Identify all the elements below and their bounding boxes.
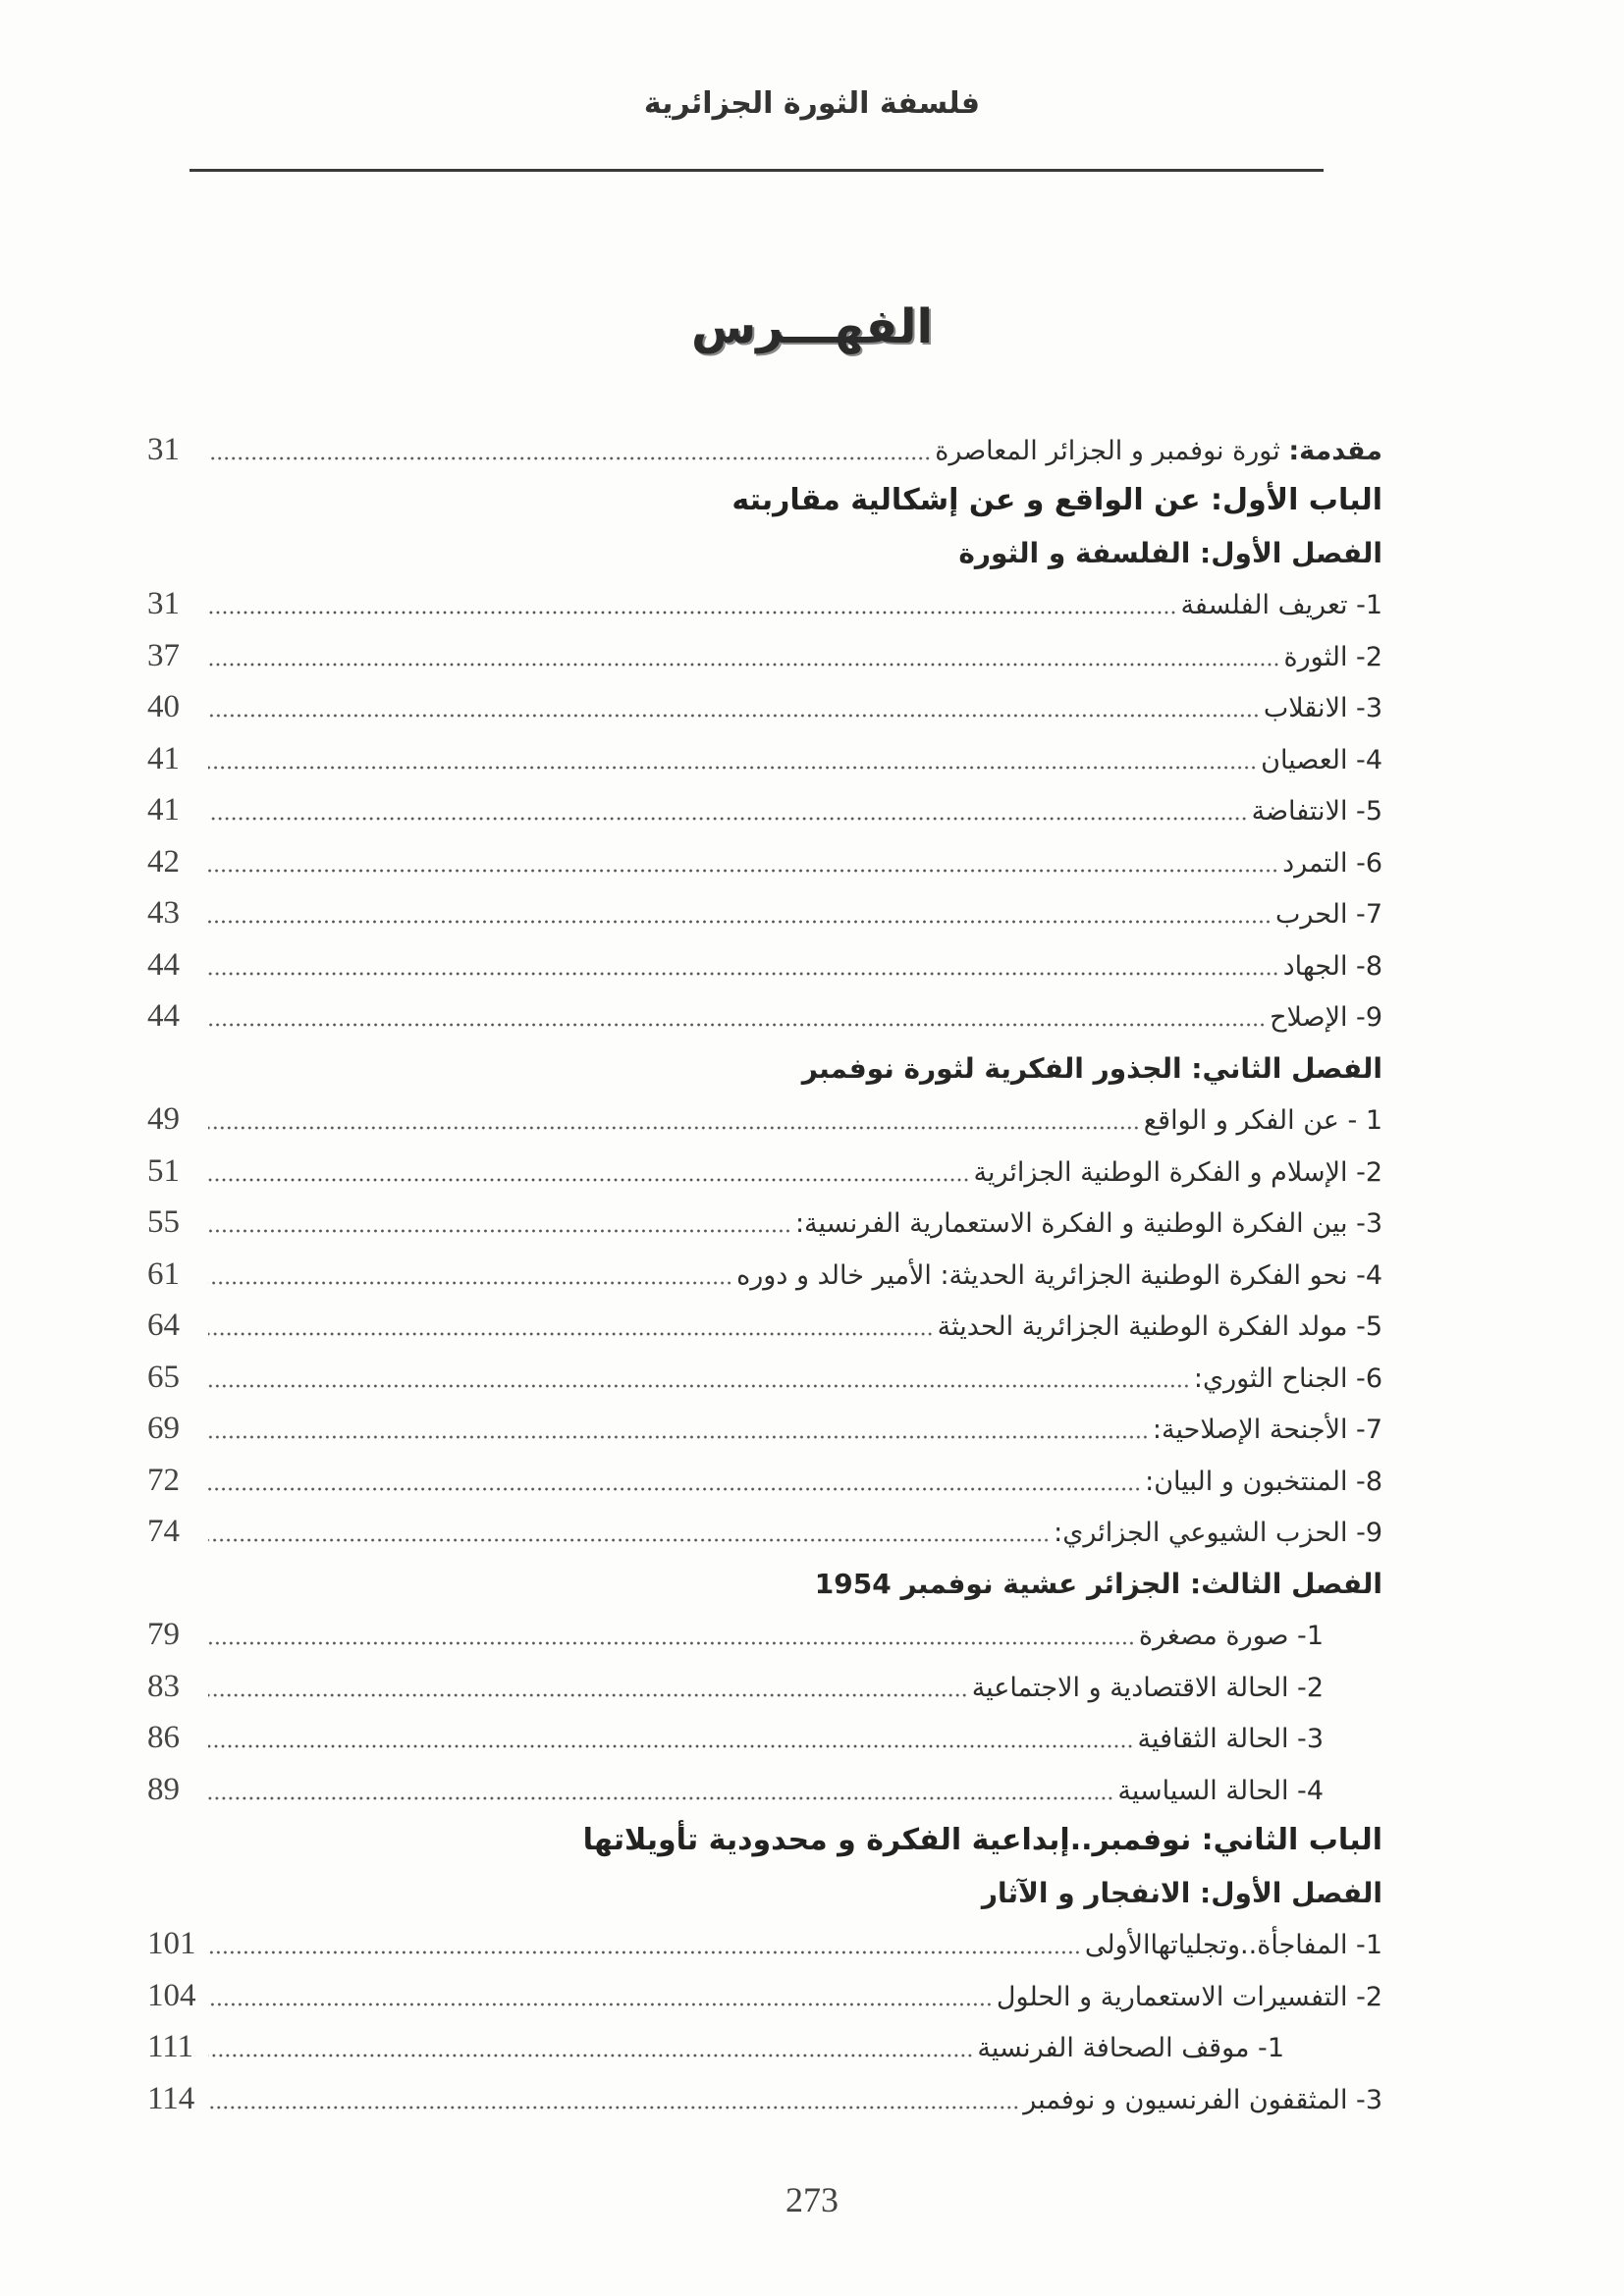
part-title: الباب الأول: عن الواقع و عن إشكالية مقاربته bbox=[731, 483, 1382, 517]
toc-chapter-heading[interactable] bbox=[147, 1865, 1382, 1917]
dot-leader bbox=[208, 2054, 973, 2057]
toc-entry[interactable] bbox=[147, 680, 1382, 732]
toc-entry-label: 2- التفسيرات الاستعمارية و الحلول bbox=[996, 1981, 1382, 2012]
toc-entry[interactable] bbox=[147, 1196, 1382, 1248]
toc-entry[interactable] bbox=[147, 2020, 1382, 2072]
dot-leader bbox=[208, 920, 1272, 924]
toc-entry-label bbox=[935, 435, 1382, 474]
dot-leader bbox=[208, 869, 1278, 873]
dot-leader bbox=[208, 2002, 993, 2006]
toc-entry[interactable] bbox=[147, 1402, 1382, 1454]
toc-page-number: 37 bbox=[147, 637, 180, 673]
intro-text: ثورة نوفمبر و الجزائر المعاصرة bbox=[935, 435, 1289, 466]
toc-entry-label: 6- التمرد bbox=[1282, 847, 1382, 879]
toc-entry[interactable] bbox=[147, 783, 1382, 835]
chapter-title: الفصل الثالث: الجزائر عشية نوفمبر 1954 bbox=[814, 1567, 1382, 1600]
dot-leader bbox=[208, 766, 1257, 770]
intro-prefix: مقدمة: bbox=[1288, 435, 1382, 466]
toc-entry-label: 4- الحالة السياسية bbox=[1117, 1775, 1324, 1806]
toc-entry[interactable] bbox=[147, 1711, 1382, 1763]
toc-page-number: 83 bbox=[147, 1668, 180, 1704]
running-header-title: فلسفة الثورة الجزائرية bbox=[643, 86, 981, 121]
toc-entry[interactable] bbox=[147, 1453, 1382, 1505]
toc-page-number: 89 bbox=[147, 1771, 180, 1807]
dot-leader bbox=[208, 972, 1279, 976]
toc-entry-label: 1- صورة مصغرة bbox=[1138, 1621, 1324, 1651]
toc-entry-label: 1- المفاجأة..وتجلياتهاالأولى bbox=[1084, 1930, 1382, 1960]
toc-part-heading[interactable] bbox=[147, 1814, 1382, 1866]
toc-page-number: 64 bbox=[147, 1308, 180, 1343]
toc-entry-label: 6- الجناح الثوري: bbox=[1193, 1362, 1382, 1394]
toc-entry-label: 3- المثقفون الفرنسيون و نوفمبر bbox=[1023, 2084, 1382, 2115]
table-of-contents bbox=[147, 422, 1382, 2123]
dot-leader bbox=[208, 1796, 1113, 1800]
toc-entry-label: 1- موقف الصحافة الفرنسية bbox=[977, 2033, 1284, 2063]
dot-leader bbox=[208, 1435, 1149, 1439]
toc-entry-label: 2- الثورة bbox=[1283, 641, 1382, 672]
toc-entry[interactable] bbox=[147, 1968, 1382, 2020]
toc-entry-label: 4- نحو الفكرة الوطنية الجزائرية الحديثة: الأمير خالد و دوره bbox=[736, 1259, 1382, 1291]
toc-entry[interactable] bbox=[147, 628, 1382, 680]
toc-entry[interactable] bbox=[147, 1350, 1382, 1402]
toc-entry[interactable] bbox=[147, 834, 1382, 886]
toc-page-number: 79 bbox=[147, 1617, 180, 1652]
toc-entry-label: 8- الجهاد bbox=[1282, 950, 1382, 982]
toc-entry[interactable] bbox=[147, 1505, 1382, 1557]
toc-chapter-heading[interactable] bbox=[147, 525, 1382, 577]
toc-entry[interactable] bbox=[147, 1917, 1382, 1969]
chapter-title: الفصل الأول: الفلسفة و الثورة bbox=[958, 536, 1382, 569]
toc-entry-label: 5- الانتفاضة bbox=[1251, 796, 1382, 827]
page-number: 273 bbox=[785, 2180, 839, 2219]
toc-page-number: 49 bbox=[147, 1101, 180, 1137]
toc-page-number: 69 bbox=[147, 1411, 180, 1446]
toc-page-number: 65 bbox=[147, 1359, 180, 1395]
dot-leader bbox=[208, 1693, 968, 1697]
dot-leader bbox=[208, 611, 1176, 614]
toc-entry[interactable] bbox=[147, 2071, 1382, 2123]
toc-page-number: 31 bbox=[147, 431, 180, 467]
toc-entry-label: 9- الإصلاح bbox=[1270, 1002, 1382, 1033]
toc-entry-label: 8- المنتخبون و البيان: bbox=[1145, 1466, 1382, 1497]
chapter-title: الفصل الأول: الانفجار و الآثار bbox=[981, 1876, 1382, 1909]
index-title: الفهـــرس bbox=[690, 299, 934, 354]
part-title: الباب الثاني: نوفمبر..إبداعية الفكرة و محدودية تأويلاتها bbox=[582, 1823, 1382, 1857]
toc-page-number: 55 bbox=[147, 1204, 180, 1240]
toc-page-number: 41 bbox=[147, 740, 180, 776]
toc-entry-label: 7- الحرب bbox=[1275, 899, 1382, 930]
dot-leader bbox=[208, 1384, 1190, 1388]
toc-page-number: 104 bbox=[147, 1977, 196, 2013]
toc-chapter-heading[interactable] bbox=[147, 1556, 1382, 1608]
dot-leader bbox=[208, 1538, 1050, 1542]
toc-entry[interactable] bbox=[147, 731, 1382, 783]
toc-entry-label: 1- تعريف الفلسفة bbox=[1180, 590, 1382, 620]
toc-entry-label: 7- الأجنحة الإصلاحية: bbox=[1152, 1415, 1382, 1445]
toc-part-heading[interactable] bbox=[147, 474, 1382, 526]
toc-page-number: 41 bbox=[147, 792, 180, 828]
toc-page-number: 51 bbox=[147, 1152, 180, 1189]
toc-entry[interactable] bbox=[147, 1762, 1382, 1814]
toc-entry[interactable] bbox=[147, 577, 1382, 629]
toc-page-number: 61 bbox=[147, 1255, 180, 1292]
toc-page-number: 111 bbox=[147, 2029, 194, 2064]
toc-page-number: 72 bbox=[147, 1462, 180, 1498]
toc-entry[interactable] bbox=[147, 1659, 1382, 1711]
toc-entry-label: 2- الحالة الاقتصادية و الاجتماعية bbox=[971, 1672, 1324, 1703]
toc-entry-label: 5- مولد الفكرة الوطنية الجزائرية الحديثة bbox=[937, 1311, 1382, 1342]
dot-leader bbox=[208, 1229, 791, 1233]
toc-entry[interactable] bbox=[147, 1247, 1382, 1299]
toc-page-number: 31 bbox=[147, 586, 180, 621]
toc-page-number: 86 bbox=[147, 1720, 180, 1755]
toc-page-number: 44 bbox=[147, 998, 180, 1034]
dot-leader bbox=[208, 1332, 934, 1336]
toc-page-number: 44 bbox=[147, 946, 180, 983]
toc-page-number: 40 bbox=[147, 689, 180, 724]
toc-page-number: 74 bbox=[147, 1514, 180, 1549]
toc-entry-label: 3- الحالة الثقافية bbox=[1137, 1724, 1324, 1754]
toc-page-number: 42 bbox=[147, 843, 180, 880]
toc-entry[interactable] bbox=[147, 1608, 1382, 1660]
toc-entry[interactable] bbox=[147, 886, 1382, 938]
toc-entry-label: 1 - عن الفكر و الواقع bbox=[1143, 1105, 1382, 1136]
dot-leader bbox=[208, 1281, 732, 1285]
toc-entry-label: 2- الإسلام و الفكرة الوطنية الجزائرية bbox=[973, 1156, 1382, 1188]
dot-leader bbox=[208, 1178, 970, 1182]
toc-entry[interactable] bbox=[147, 1144, 1382, 1196]
dot-leader bbox=[208, 1126, 1140, 1130]
toc-page-number: 114 bbox=[147, 2080, 195, 2116]
chapter-title: الفصل الثاني: الجذور الفكرية لثورة نوفمبر bbox=[801, 1051, 1382, 1085]
dot-leader bbox=[208, 663, 1279, 667]
dot-leader bbox=[208, 456, 931, 460]
toc-chapter-heading[interactable] bbox=[147, 1041, 1382, 1093]
dot-leader bbox=[208, 1641, 1135, 1645]
toc-entry-label: 3- بين الفكرة الوطنية و الفكرة الاستعمارية الفرنسية: bbox=[794, 1208, 1382, 1239]
dot-leader bbox=[208, 817, 1248, 821]
header-rule-divider bbox=[189, 169, 1324, 172]
toc-entry[interactable] bbox=[147, 989, 1382, 1041]
dot-leader bbox=[208, 2106, 1019, 2109]
toc-page-number: 101 bbox=[147, 1926, 196, 1961]
dot-leader bbox=[208, 1744, 1134, 1748]
toc-entry-label: 3- الانقلاب bbox=[1263, 693, 1382, 723]
toc-entry[interactable] bbox=[147, 937, 1382, 989]
toc-entry-label: 4- العصيان bbox=[1261, 744, 1382, 775]
dot-leader bbox=[208, 714, 1260, 718]
toc-page-number: 43 bbox=[147, 895, 180, 931]
dot-leader bbox=[208, 1487, 1141, 1491]
dot-leader bbox=[208, 1023, 1266, 1027]
dot-leader bbox=[208, 1950, 1081, 1954]
toc-entry-intro[interactable] bbox=[147, 422, 1382, 474]
toc-entry-label: 9- الحزب الشيوعي الجزائري: bbox=[1054, 1518, 1382, 1548]
toc-entry[interactable] bbox=[147, 1299, 1382, 1351]
toc-entry[interactable] bbox=[147, 1093, 1382, 1145]
